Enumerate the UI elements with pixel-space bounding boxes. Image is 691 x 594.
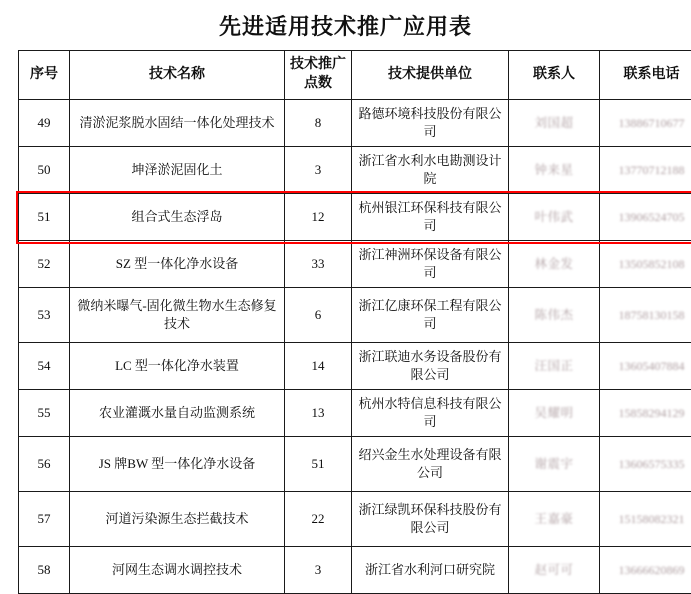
cell-no: 54 <box>19 343 70 390</box>
cell-points: 3 <box>285 547 352 594</box>
header-no: 序号 <box>19 51 70 100</box>
cell-points: 13 <box>285 390 352 437</box>
cell-points: 51 <box>285 437 352 492</box>
cell-phone <box>600 288 691 343</box>
cell-points: 8 <box>285 100 352 147</box>
table-row <box>19 343 691 390</box>
cell-contact <box>509 100 600 147</box>
cell-points: 6 <box>285 288 352 343</box>
cell-contact <box>509 147 600 194</box>
cell-contact <box>509 343 600 390</box>
cell-org: 路德环境科技股份有限公司 <box>352 100 509 147</box>
cell-no: 49 <box>19 100 70 147</box>
cell-tech-name: 组合式生态浮岛 <box>70 194 285 241</box>
cell-points: 14 <box>285 343 352 390</box>
table-row <box>19 492 691 547</box>
table-row <box>19 100 691 147</box>
table-header <box>19 51 691 100</box>
cell-tech-name: 河道污染源生态拦截技术 <box>70 492 285 547</box>
cell-tech-name: 河网生态调水调控技术 <box>70 547 285 594</box>
cell-points: 12 <box>285 194 352 241</box>
redacted-contact: 林金发 <box>534 256 573 273</box>
cell-no: 58 <box>19 547 70 594</box>
cell-points: 33 <box>285 241 352 288</box>
cell-tech-name: 清淤泥浆脱水固结一体化处理技术 <box>70 100 285 147</box>
redacted-phone: 13666620869 <box>619 562 685 578</box>
cell-org: 杭州水特信息科技有限公司 <box>352 390 509 437</box>
cell-tech-name: JS 牌BW 型一体化净水设备 <box>70 437 285 492</box>
cell-org: 浙江绿凯环保科技股份有限公司 <box>352 492 509 547</box>
cell-contact <box>509 437 600 492</box>
table-body <box>19 100 691 594</box>
cell-tech-name: LC 型一体化净水装置 <box>70 343 285 390</box>
table-row-highlighted <box>19 194 691 241</box>
cell-no: 57 <box>19 492 70 547</box>
cell-org: 浙江省水利水电勘测设计院 <box>352 147 509 194</box>
cell-contact <box>509 547 600 594</box>
table-header-row <box>19 51 691 100</box>
table-row <box>19 437 691 492</box>
redacted-phone: 13505852108 <box>619 256 685 272</box>
cell-org: 浙江省水利河口研究院 <box>352 547 509 594</box>
redacted-contact: 陈伟杰 <box>534 307 573 324</box>
cell-contact <box>509 492 600 547</box>
cell-no: 52 <box>19 241 70 288</box>
redacted-phone: 15858294129 <box>619 405 685 421</box>
redacted-phone: 13886710677 <box>619 115 685 131</box>
cell-phone <box>600 147 691 194</box>
table-row <box>19 390 691 437</box>
redacted-contact: 吴耀明 <box>534 405 573 422</box>
cell-org: 浙江亿康环保工程有限公司 <box>352 288 509 343</box>
redacted-phone: 13906524705 <box>619 209 685 225</box>
cell-no: 56 <box>19 437 70 492</box>
cell-org: 浙江神洲环保设备有限公司 <box>352 241 509 288</box>
table-container <box>18 50 673 594</box>
redacted-contact: 叶伟武 <box>534 209 573 226</box>
cell-org: 杭州银江环保科技有限公司 <box>352 194 509 241</box>
table-row <box>19 288 691 343</box>
cell-contact <box>509 241 600 288</box>
cell-contact <box>509 288 600 343</box>
cell-phone <box>600 343 691 390</box>
redacted-contact: 王嘉豪 <box>534 511 573 528</box>
header-phone: 联系电话 <box>600 51 691 100</box>
cell-tech-name: 微纳米曝气-固化微生物水生态修复技术 <box>70 288 285 343</box>
redacted-contact: 钟来星 <box>534 162 573 179</box>
cell-tech-name: 农业灌溉水量自动监测系统 <box>70 390 285 437</box>
table-row <box>19 547 691 594</box>
header-org: 技术提供单位 <box>352 51 509 100</box>
cell-phone <box>600 437 691 492</box>
cell-contact <box>509 194 600 241</box>
table-row <box>19 147 691 194</box>
redacted-contact: 赵可可 <box>534 562 573 579</box>
redacted-phone: 13770712188 <box>619 162 685 178</box>
cell-no: 50 <box>19 147 70 194</box>
table-row <box>19 241 691 288</box>
redacted-contact: 谢震宇 <box>534 456 573 473</box>
cell-phone <box>600 390 691 437</box>
cell-phone <box>600 194 691 241</box>
cell-tech-name: SZ 型一体化净水设备 <box>70 241 285 288</box>
header-tech-name: 技术名称 <box>70 51 285 100</box>
cell-points: 3 <box>285 147 352 194</box>
redacted-phone: 15158082321 <box>619 511 685 527</box>
technology-table <box>18 50 691 594</box>
redacted-phone: 13606575335 <box>619 456 685 472</box>
cell-no: 55 <box>19 390 70 437</box>
cell-no: 51 <box>19 194 70 241</box>
cell-no: 53 <box>19 288 70 343</box>
cell-points: 22 <box>285 492 352 547</box>
cell-phone <box>600 100 691 147</box>
redacted-phone: 18758130158 <box>619 307 685 323</box>
cell-org: 浙江联迪水务设备股份有限公司 <box>352 343 509 390</box>
header-points: 技术推广点数 <box>285 51 352 100</box>
redacted-contact: 刘国超 <box>534 115 573 132</box>
cell-tech-name: 坤泽淤泥固化土 <box>70 147 285 194</box>
redacted-phone: 13605407884 <box>619 358 685 374</box>
cell-contact <box>509 390 600 437</box>
header-contact: 联系人 <box>509 51 600 100</box>
redacted-contact: 汪国正 <box>534 358 573 375</box>
cell-phone <box>600 492 691 547</box>
page-title: 先进适用技术推广应用表 <box>0 0 691 50</box>
cell-phone <box>600 547 691 594</box>
cell-org: 绍兴金生水处理设备有限公司 <box>352 437 509 492</box>
cell-phone <box>600 241 691 288</box>
